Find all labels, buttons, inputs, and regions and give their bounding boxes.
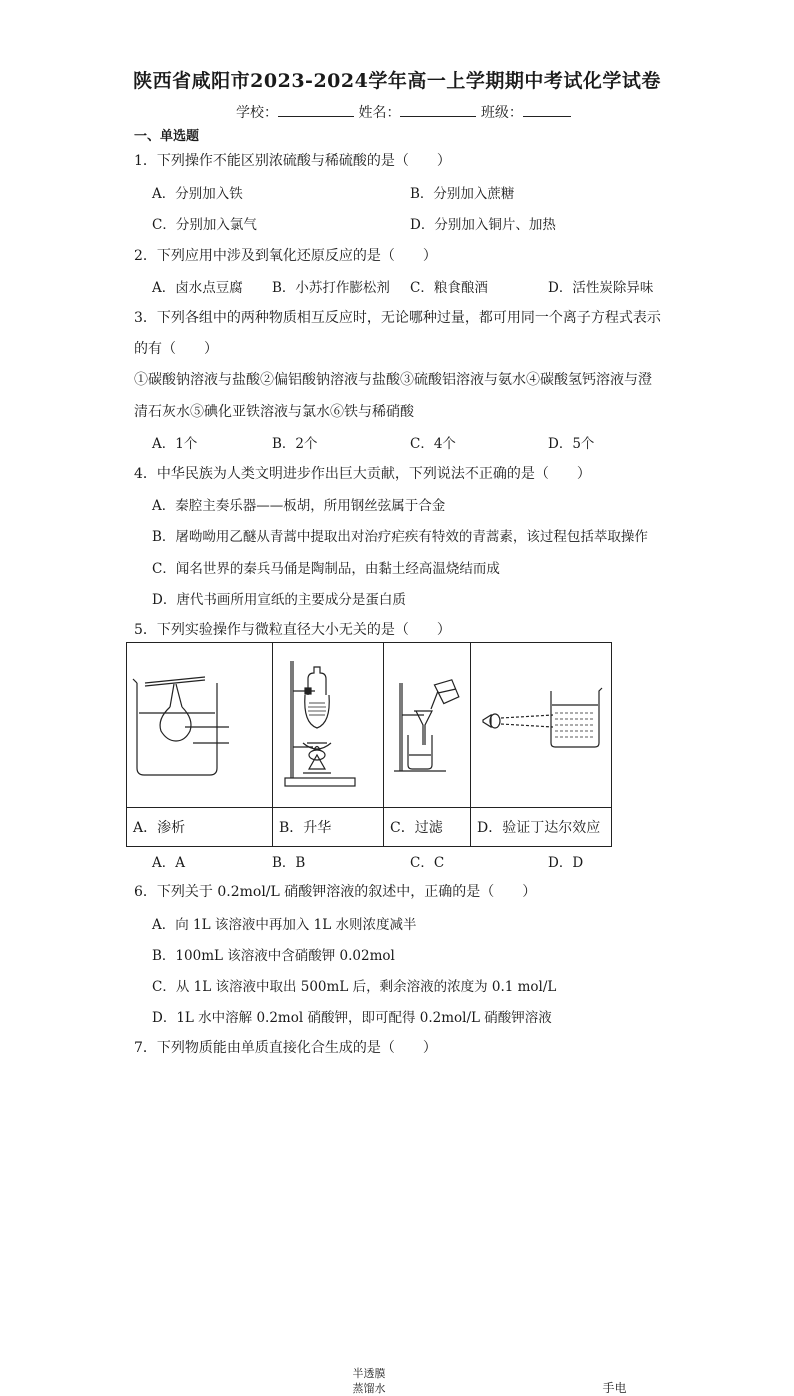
q4-option-b: B．屠呦呦用乙醚从青蒿中提取出对治疗疟疾有特效的青蒿素，该过程包括萃取操作	[152, 529, 648, 545]
q6-option-c: C．从 1L 该溶液中取出 500mL 后，剩余溶液的浓度为 0.1 mol/L	[152, 979, 557, 995]
q3-option-c: C．4个	[410, 436, 456, 452]
q2-option-a: A．卤水点豆腐	[152, 280, 243, 296]
tyndall-icon	[471, 643, 611, 803]
q2-option-d: D．活性炭除异味	[548, 280, 654, 296]
question-3-list: ①碳酸钠溶液与盐酸②偏铝酸钠溶液与盐酸③硫酸铝溶液与氨水④碳酸氢钙溶液与澄	[134, 372, 652, 388]
q5-option-d: D．D	[548, 855, 584, 871]
school-blank[interactable]	[278, 102, 354, 117]
section-heading: 一、单选题	[134, 129, 200, 144]
caption-a: A．渗析	[127, 808, 273, 847]
question-6-stem: 6．下列关于 0.2mol/L 硝酸钾溶液的叙述中，正确的是（ ）	[134, 884, 537, 900]
flashlight-label: 手电	[602, 1380, 627, 1395]
question-3-list-cont: 清石灰水⑤碘化亚铁溶液与氯水⑥铁与稀硝酸	[134, 404, 414, 420]
sublimation-diagram	[273, 643, 384, 808]
q6-option-d: D．1L 水中溶解 0.2mol 硝酸钾，即可配得 0.2mol/L 硝酸钾溶液	[152, 1010, 552, 1026]
q3-option-a: A．1个	[152, 436, 198, 452]
q5-option-b: B．B	[272, 855, 306, 871]
q3-option-d: D．5个	[548, 436, 595, 452]
sublimation-icon	[273, 643, 383, 803]
water-label: 蒸馏水	[352, 1381, 386, 1395]
student-info-line	[236, 102, 571, 122]
q5-option-a: A．A	[152, 855, 185, 871]
caption-c: C．过滤	[384, 808, 471, 847]
membrane-label: 半透膜	[352, 1366, 386, 1380]
q6-option-a: A．向 1L 该溶液中再加入 1L 水则浓度减半	[152, 917, 417, 933]
filtration-icon	[384, 643, 470, 803]
name-blank[interactable]	[400, 102, 476, 117]
page-title: 陕西省咸阳市2023-2024学年高一上学期期中考试化学试卷	[133, 70, 661, 92]
filtration-diagram	[384, 643, 471, 808]
q4-option-a: A．秦腔主奏乐器——板胡，所用钢丝弦属于合金	[152, 498, 446, 514]
q1-option-c: C．分别加入氯气	[152, 217, 257, 233]
q2-option-c: C．粮食酿酒	[410, 280, 488, 296]
question-3-stem: 3．下列各组中的两种物质相互反应时，无论哪种过量，都可用同一个离子方程式表示	[134, 310, 661, 326]
q1-option-d: D．分别加入铜片、加热	[410, 217, 556, 233]
q1-option-a: A．分别加入铁	[152, 186, 243, 202]
caption-b: B．升华	[273, 808, 384, 847]
class-label: 班级：	[480, 105, 523, 121]
question-2-stem: 2．下列应用中涉及到氧化还原反应的是（ ）	[134, 248, 437, 264]
q1-option-b: B．分别加入蔗糖	[410, 186, 515, 202]
caption-d: D．验证丁达尔效应	[471, 808, 612, 847]
question-4-stem: 4．中华民族为人类文明进步作出巨大贡献，下列说法不正确的是（ ）	[134, 466, 591, 482]
q4-option-c: C．闻名世界的秦兵马俑是陶制品，由黏土经高温烧结而成	[152, 561, 500, 577]
q2-option-b: B．小苏打作膨松剂	[272, 280, 390, 296]
school-label: 学校：	[236, 105, 278, 121]
question-1-stem: 1．下列操作不能区别浓硫酸与稀硫酸的是（ ）	[134, 153, 451, 169]
q3-option-b: B．2个	[272, 436, 318, 452]
q4-option-d: D．唐代书画所用宣纸的主要成分是蛋白质	[152, 592, 406, 608]
name-label: 姓名：	[358, 105, 401, 121]
question-5-stem: 5．下列实验操作与微粒直径大小无关的是（ ）	[134, 622, 451, 638]
q6-option-b: B．100mL 该溶液中含硝酸钾 0.02mol	[152, 948, 395, 964]
question-7-stem: 7．下列物质能由单质直接化合生成的是（ ）	[134, 1040, 437, 1056]
q5-option-c: C．C	[410, 855, 445, 871]
question-3-stem-cont: 的有（ ）	[134, 341, 218, 357]
dialysis-icon	[127, 643, 272, 803]
class-blank[interactable]	[523, 102, 571, 117]
